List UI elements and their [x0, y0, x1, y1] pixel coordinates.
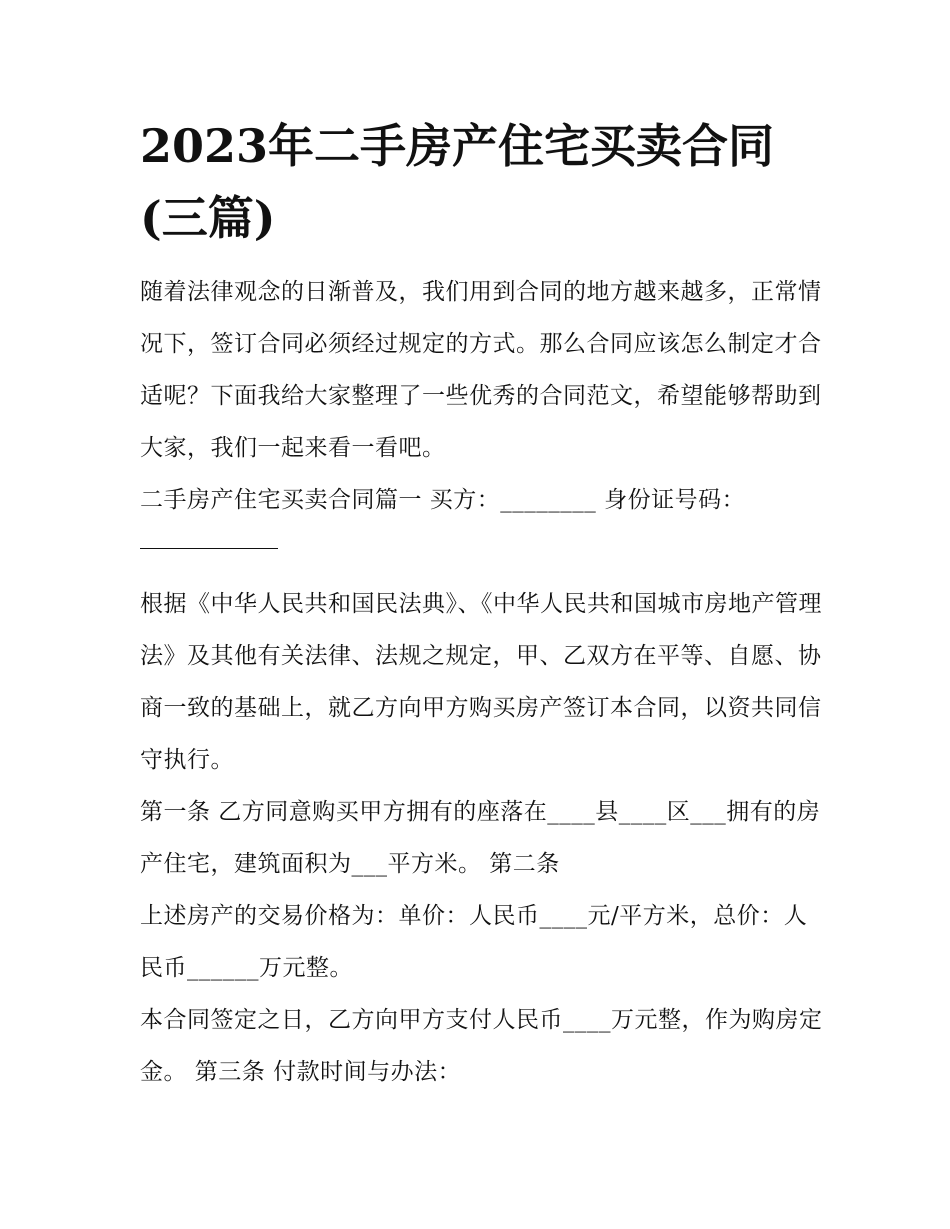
- article-one-paragraph: 第一条 乙方同意购买甲方拥有的座落在____县____区___拥有的房产住宅，建筑面积为___平方米。 第二条: [140, 799, 821, 877]
- document-page: [140, 110, 830, 1098]
- id-number-blank: [140, 526, 830, 578]
- buyer-line: 二手房产住宅买卖合同篇一 买方：________ 身份证号码：: [140, 487, 746, 513]
- legal-basis-paragraph: 根据《中华人民共和国民法典》、《中华人民共和国城市房地产管理法》及其他有关法律、法规之规定，甲、乙双方在平等、自愿、协商一致的基础上，就乙方向甲方购买房产签订本合同，以资共同信守执行。: [140, 591, 822, 773]
- document-title: 2023年二手房产住宅买卖合同(三篇): [140, 119, 775, 245]
- intro-paragraph: 随着法律观念的日渐普及，我们用到合同的地方越来越多，正常情况下，签订合同必须经过规定的方式。那么合同应该怎么制定才合适呢？下面我给大家整理了一些优秀的合同范文，希望能够帮助到大家，我们一起来看一看吧。: [140, 279, 822, 461]
- deposit-paragraph: 本合同签定之日，乙方向甲方支付人民币____万元整，作为购房定金。 第三条 付款时间与办法：: [140, 1007, 823, 1085]
- price-paragraph: 上述房产的交易价格为：单价：人民币____元/平方米，总价：人民币______万元整。: [140, 903, 808, 981]
